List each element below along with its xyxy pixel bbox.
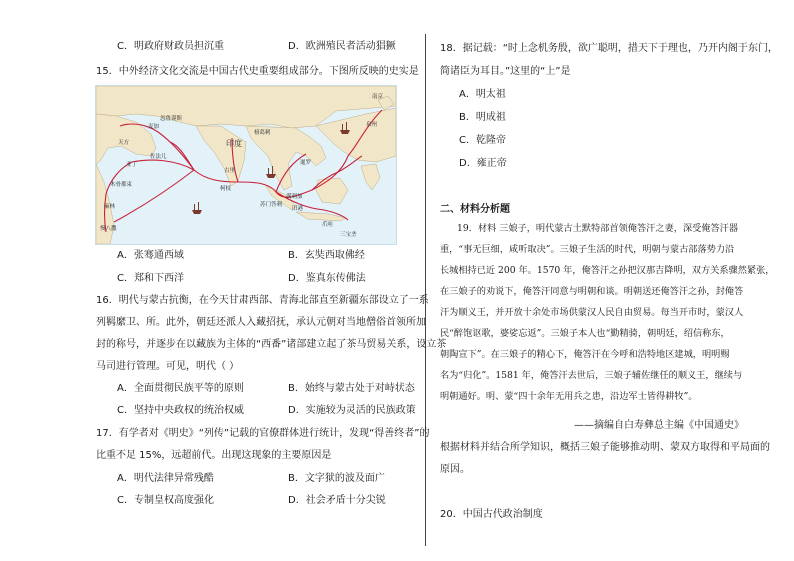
q17-option-d: D．社会矛盾十分尖锐 <box>288 495 386 506</box>
q18-option-c: C．乾隆帝 <box>459 135 506 146</box>
q19-material-line: 19．材料 三娘子，明代蒙古土默特部首领俺答汗之妻，深受俺答汗器 <box>457 223 739 234</box>
q16-line: 马司进行管理。可见，明代（ ） <box>96 361 240 372</box>
q19-material-line: 明朝通好。明、蒙“四十余年无用兵之患，沿边军士皆得耕牧”。 <box>440 391 698 402</box>
map-label-place: 慢八撒 <box>100 226 117 232</box>
map-label-place: 爪哇 <box>322 222 334 228</box>
map-label-place: 榜葛剌 <box>254 130 271 136</box>
map-label-place: 天方 <box>118 140 130 146</box>
map-label-place: 南京 <box>372 94 384 100</box>
q19-question-line: 根据材料并结合所学知识，概括三娘子能够推动明、蒙双方取得和平局面的 <box>440 442 770 453</box>
q19-material-line: 名为“归化”。1581 年，俺答汗去世后，三娘子辅佐继任的顺义王，继续与 <box>440 370 743 381</box>
q17-line: 17．有学者对《明史》“列传”记载的官僚群体进行统计，发现“得善终者”的 <box>96 428 430 439</box>
zheng-he-voyages-map <box>95 85 397 245</box>
q19-material-line: 朝陶宣下”。在三娘子的精心下，俺答汗在今呼和浩特地区建城，明明赐 <box>440 349 730 360</box>
q17-option-b: B．文字狱的波及面广 <box>288 473 385 484</box>
q19-material-line: 重，“事无巨细，咸听取决”。三娘子生活的时代，明朝与蒙古部落势力沿 <box>440 244 735 255</box>
section-title: 二、材料分析题 <box>440 204 510 215</box>
q18-line: 简诸臣为耳目。”这里的“上”是 <box>440 66 571 77</box>
q15-option-d: D．鉴真东传佛法 <box>288 273 366 284</box>
q16-option-b: B．始终与蒙古处于对峙状态 <box>288 383 415 394</box>
column-divider <box>425 34 426 546</box>
map-label-place: 麻林 <box>104 204 116 210</box>
map-label-place: 忽鲁谟斯 <box>160 116 183 122</box>
map-label-place: 三宝垄 <box>340 232 357 238</box>
map-label-place: 佐法儿 <box>150 154 167 160</box>
q14-option-c: C．明政府财政员担沉重 <box>117 41 224 52</box>
q14-option-d: D．欧洲殖民者活动猖獗 <box>288 41 396 52</box>
q16-option-d: D．实施较为灵活的民族政策 <box>288 405 416 416</box>
q20-title: 20．中国古代政治制度 <box>440 509 543 520</box>
q17-line: 比重不足 15%，远超前代。出现这现象的主要原因是 <box>96 450 332 461</box>
q18-line: 18．据记载：“时上念机务殷，欲广聪明，措天下于理也，乃开内阁于东门， <box>440 43 778 54</box>
q19-material-line: 汗为顺义王，并开放十余处市场供蒙汉人民自由贸易。每当开市时，蒙汉人 <box>440 307 744 318</box>
q18-option-a: A．明太祖 <box>459 89 506 100</box>
q19-source: ——摘编自白寿彝总主编《中国通史》 <box>574 420 744 431</box>
map-label-place: 亚丁 <box>126 162 138 168</box>
map-label-place: 满剌加 <box>286 194 303 200</box>
map-label-place: 旧港 <box>292 206 304 212</box>
q16-line: 16．明代与蒙古抗衡，在今天甘肃西部、青海北部直至新疆东部设立了一系 <box>96 295 429 306</box>
q16-option-c: C．坚持中央政权的统治权威 <box>117 405 244 416</box>
q18-option-b: B．明成祖 <box>459 112 506 123</box>
map-label-place: 暹罗 <box>300 160 312 166</box>
map-label-place: 木骨都束 <box>110 182 133 188</box>
map-label-place: 泉州 <box>366 122 378 128</box>
map-label-place: 柯枝 <box>220 186 232 192</box>
q15-option-c: C．郑和下西洋 <box>117 273 184 284</box>
q15-option-a: A．张骞通西域 <box>117 250 184 261</box>
q16-line: 列羁縻卫、所。此外，朝廷还派人入藏招抚，承认元朝对当地僧俗首领所加 <box>96 317 426 328</box>
q17-option-c: C．专制皇权高度强化 <box>117 495 214 506</box>
map-label-india: 印度 <box>226 139 242 148</box>
q19-material-line: 在三娘子的劝说下，俺答汗同意与明朝和谈。明朝送还俺答汗之孙，封俺答 <box>440 286 744 297</box>
map-label-place: 麦加 <box>148 124 160 130</box>
q18-option-d: D．雍正帝 <box>459 158 507 169</box>
map-label-place: 苏门答剌 <box>260 202 283 208</box>
map-label-place: 古里 <box>224 168 236 174</box>
route-map-svg <box>96 86 396 244</box>
q17-option-a: A．明代法律异常残酷 <box>117 473 214 484</box>
q15-stem: 15．中外经济文化交流是中国古代史重要组成部分。下图所反映的史实是 <box>96 66 419 77</box>
q19-material-line: 民“醉饱讴歌，婆娑忘返”。三娘子本人也“勤精骑，朝明廷，绍信称东， <box>440 328 730 339</box>
q16-option-a: A．全面贯彻民族平等的原则 <box>117 383 244 394</box>
q16-line: 封的称号，并逐步在以藏族为主体的“西番”诸部建立起了茶马贸易关系，设立茶 <box>96 339 447 350</box>
q19-material-line: 长城相持已近 200 年。1570 年，俺答汗之孙把汉那吉降明，双方关系骤然紧张， <box>440 265 775 276</box>
q19-question-line: 原因。 <box>440 464 470 475</box>
q15-option-b: B．玄奘西取佛经 <box>288 250 365 261</box>
